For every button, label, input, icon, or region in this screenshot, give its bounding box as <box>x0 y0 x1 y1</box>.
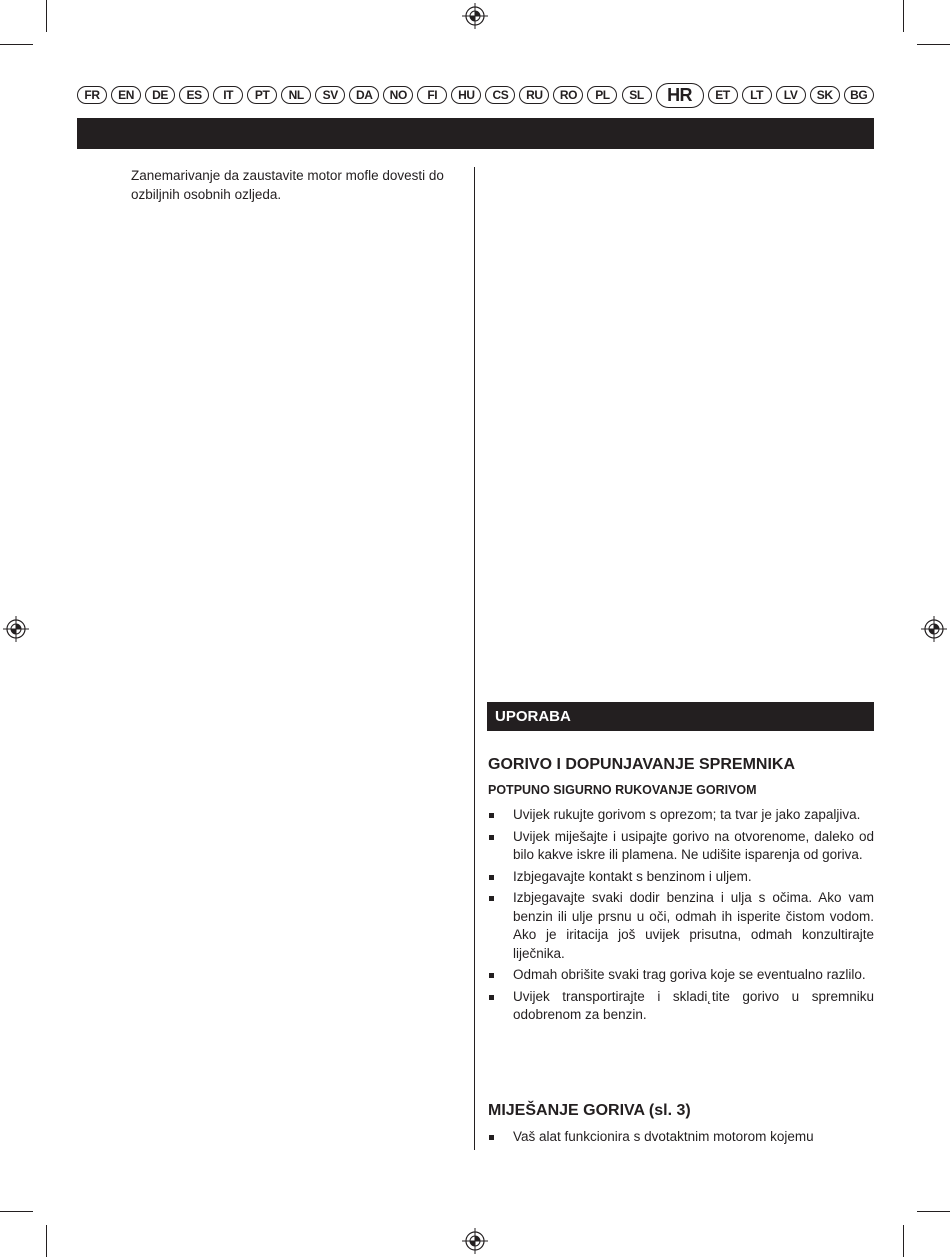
list-item <box>488 828 874 865</box>
list-item-text: Izbjegavajte kontakt s benzinom i uljem. <box>513 868 752 884</box>
language-tab-nl[interactable]: NL <box>281 86 311 104</box>
list-item-text: Uvijek transportirajte i skladi˛tite gorivo u spremniku odobrenom za benzin. <box>513 988 874 1022</box>
registration-mark-icon <box>921 616 947 642</box>
language-tab-lt[interactable]: LT <box>742 86 772 104</box>
bullet-icon <box>489 896 494 901</box>
language-tab-ro[interactable]: RO <box>553 86 583 104</box>
language-tab-da[interactable]: DA <box>349 86 379 104</box>
mixing-heading: MIJEŠANJE GORIVA (sl. 3) <box>488 1102 691 1119</box>
bullet-icon <box>489 875 494 880</box>
language-tab-cs[interactable]: CS <box>485 86 515 104</box>
bullet-icon <box>489 813 494 818</box>
list-item <box>488 1128 874 1147</box>
crop-mark <box>903 0 904 32</box>
list-item <box>488 966 874 985</box>
language-tab-bg[interactable]: BG <box>844 86 874 104</box>
crop-mark <box>917 44 950 45</box>
registration-mark-icon <box>3 616 29 642</box>
list-item-text: Odmah obrišite svaki trag goriva koje se eventualno razlilo. <box>513 967 866 982</box>
list-item <box>488 988 874 1025</box>
column-divider <box>474 167 475 1150</box>
crop-mark <box>917 1211 950 1212</box>
mixing-bullet-list <box>488 1128 874 1150</box>
crop-mark <box>46 1225 47 1257</box>
language-tab-pt[interactable]: PT <box>247 86 277 104</box>
fuel-bullet-list <box>488 806 874 1028</box>
language-tab-hu[interactable]: HU <box>451 86 481 104</box>
language-tab-de[interactable]: DE <box>145 86 175 104</box>
language-tab-en[interactable]: EN <box>111 86 141 104</box>
left-paragraph: Zanemarivanje da zaustavite motor mofle dovesti do ozbiljnih osobnih ozljeda. <box>131 168 444 202</box>
header-bar <box>77 118 874 149</box>
list-item <box>488 868 874 887</box>
language-tab-fi[interactable]: FI <box>417 86 447 104</box>
crop-mark <box>46 0 47 32</box>
language-tab-hr[interactable]: HR <box>656 83 704 108</box>
language-tab-fr[interactable]: FR <box>77 86 107 104</box>
crop-mark <box>0 1211 33 1212</box>
bullet-icon <box>489 995 494 1000</box>
list-item <box>488 889 874 963</box>
list-item <box>488 806 874 825</box>
language-tab-sl[interactable]: SL <box>622 86 652 104</box>
list-item-text: Uvijek miješajte i usipajte gorivo na otvorenome, daleko od bilo kakve iskre ili plamena. Ne udišite isparenja od goriva. <box>513 828 874 862</box>
registration-mark-icon <box>462 1228 488 1254</box>
language-tab-it[interactable]: IT <box>213 86 243 104</box>
language-tab-lv[interactable]: LV <box>776 86 806 104</box>
bullet-icon <box>489 1135 494 1140</box>
language-tab-pl[interactable]: PL <box>587 86 617 104</box>
fuel-heading: GORIVO I DOPUNJAVANJE SPREMNIKA <box>488 756 796 773</box>
bullet-icon <box>489 835 494 840</box>
bullet-icon <box>489 973 494 978</box>
language-tab-sv[interactable]: SV <box>315 86 345 104</box>
list-item-text: Vaš alat funkcionira s dvotaktnim motorom kojemu <box>513 1129 814 1144</box>
language-tab-et[interactable]: ET <box>708 86 738 104</box>
crop-mark <box>903 1225 904 1257</box>
fuel-subheading: POTPUNO SIGURNO RUKOVANJE GORIVOM <box>488 783 757 797</box>
language-tab-ru[interactable]: RU <box>519 86 549 104</box>
list-item-text: Izbjegavajte svaki dodir benzina i ulja s očima. Ako vam benzin ili ulje prsnu u oči, odmah ih isperite čistom vodom. Ako je iritacija još uvijek prisutna, odmah konzultirajte liječnika. <box>513 890 874 961</box>
language-tab-sk[interactable]: SK <box>810 86 840 104</box>
crop-mark <box>0 44 33 45</box>
list-item-text: Uvijek rukujte gorivom s oprezom; ta tvar je jako zapaljiva. <box>513 807 861 822</box>
language-tab-no[interactable]: NO <box>383 86 413 104</box>
registration-mark-icon <box>462 3 488 29</box>
section-title: UPORABA <box>487 702 874 731</box>
language-selector <box>77 83 874 107</box>
language-tab-es[interactable]: ES <box>179 86 209 104</box>
